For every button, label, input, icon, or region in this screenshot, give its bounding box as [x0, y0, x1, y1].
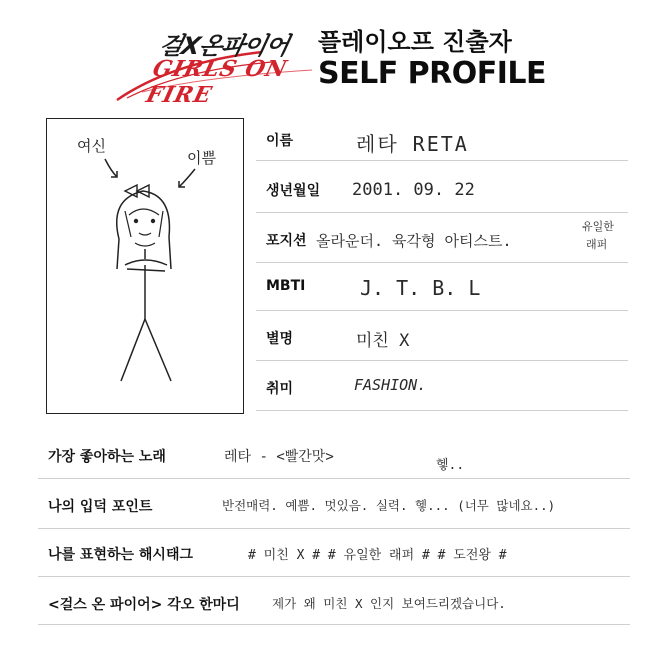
field-position-note-1: 유일한 [582, 220, 614, 233]
logo-korean-text: 걸X온파이어 [156, 32, 291, 60]
field-nickname-value: 미친 X [356, 331, 410, 351]
field-hobby-row [256, 360, 628, 411]
question-resolution-value: 제가 왜 미친 X 인지 보여드리겠습니다. [272, 596, 506, 611]
question-fan-point-value: 반전매력. 예쁨. 멋있음. 실력. 헿... (너무 많네요..) [222, 498, 556, 513]
question-favorite-song-value: 레타 - <빨간맛> [224, 449, 334, 465]
page-title: 플레이오프 진출자 [318, 28, 512, 56]
annotation-left: 여신 [77, 137, 106, 155]
field-mbti-label: MBTI [266, 278, 306, 294]
field-mbti-row [256, 262, 628, 311]
field-name-label: 이름 [266, 133, 294, 149]
question-hashtag-label: 나를 표현하는 해시태그 [48, 547, 193, 563]
field-nickname-label: 별명 [266, 331, 294, 347]
field-nickname-row [256, 310, 628, 361]
profile-photo-box [46, 118, 244, 414]
field-position-note-2: 래퍼 [586, 238, 608, 251]
page-subtitle: SELF PROFILE [318, 56, 547, 91]
question-resolution-row [38, 576, 630, 625]
field-hobby-label: 취미 [266, 381, 294, 397]
field-position-value: 올라운더. 육각형 아티스트. [316, 232, 512, 250]
field-name-row [256, 118, 628, 161]
question-hashtag-row [38, 528, 630, 577]
question-favorite-song-label: 가장 좋아하는 노래 [48, 449, 166, 465]
field-position-row [256, 212, 628, 263]
field-mbti-value: J. T. B. L [360, 276, 481, 300]
field-birthdate-value: 2001. 09. 22 [352, 180, 475, 200]
question-resolution-label: <걸스 온 파이어> 각오 한마디 [48, 597, 240, 613]
field-birthdate-label: 생년월일 [266, 183, 321, 199]
question-hashtag-value: # 미친 X # # 유일한 래퍼 # # 도전왕 # [248, 548, 507, 563]
girls-on-fire-logo [112, 22, 317, 108]
field-position-label: 포지션 [266, 233, 307, 249]
question-favorite-song-row [38, 430, 630, 479]
annotation-right: 이쁨 [187, 149, 216, 167]
field-birthdate-row [256, 160, 628, 213]
field-hobby-value: FASHION. [354, 376, 427, 394]
question-fan-point-label: 나의 입덕 포인트 [48, 499, 153, 515]
logo-english-text: GIRLS ON FIRE [143, 56, 291, 108]
field-name-value: 레타 RETA [356, 132, 469, 156]
question-favorite-song-extra: 헿.. [436, 458, 465, 473]
question-fan-point-row [38, 478, 630, 529]
